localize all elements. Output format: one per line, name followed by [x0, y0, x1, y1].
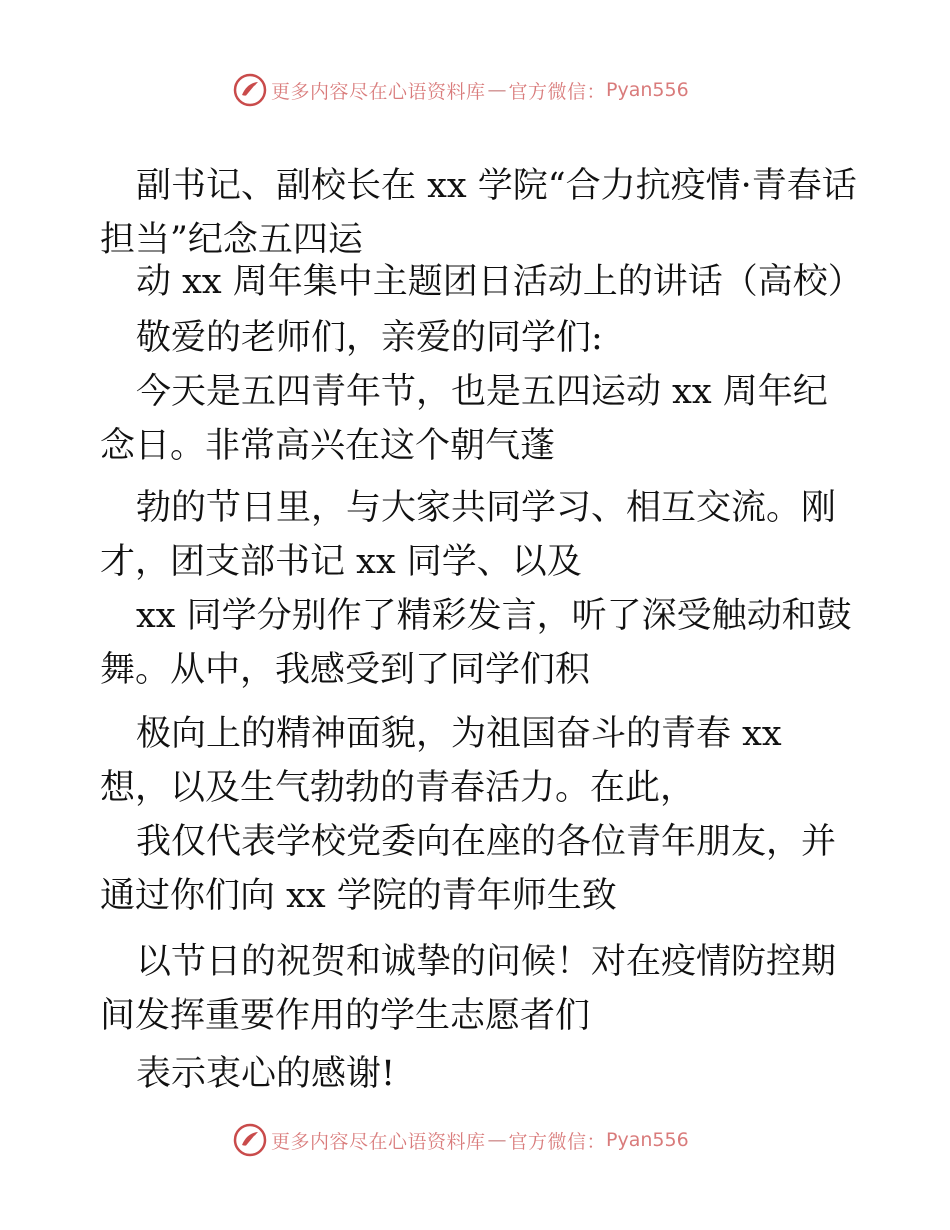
- watermark-wechat-label: 官方微信：: [508, 80, 607, 103]
- watermark-wechat-id: Pyan556: [606, 1129, 689, 1151]
- footer-watermark: [233, 1122, 689, 1158]
- paragraph-10: 表示衷心的感谢!: [136, 1054, 396, 1094]
- logo-icon: [233, 73, 267, 107]
- header-watermark: [233, 72, 689, 108]
- paragraph-2: 动 xx 周年集中主题团日活动上的讲话（高校）: [136, 262, 863, 302]
- watermark-wechat-label: 官方微信：: [508, 1130, 607, 1153]
- paragraph-3: 敬爱的老师们，亲爱的同学们:: [136, 318, 603, 358]
- watermark-text: 更多内容尽在心语资料库: [271, 80, 486, 103]
- watermark-text: 更多内容尽在心语资料库: [271, 1130, 486, 1153]
- paragraph-4: 今天是五四青年节，也是五四运动 xx 周年纪念日。非常高兴在这个朝气蓬: [100, 372, 828, 466]
- watermark-dash: —: [487, 79, 507, 101]
- watermark-dash: —: [487, 1129, 507, 1151]
- paragraph-7: 极向上的精神面貌，为祖国奋斗的青春 xx 想，以及生气勃勃的青春活力。在此，: [100, 714, 793, 808]
- watermark-wechat-id: Pyan556: [606, 79, 689, 101]
- paragraph-5: 勃的节日里，与大家共同学习、相互交流。刚才，团支部书记 xx 同学、以及: [100, 488, 837, 582]
- paragraph-1: 副书记、副校长在 xx 学院“合力抗疫情·青春话担当”纪念五四运: [100, 166, 857, 260]
- paragraph-9: 以节日的祝贺和诚挚的问候！对在疫情防控期间发挥重要作用的学生志愿者们: [100, 942, 837, 1036]
- logo-icon: [233, 1123, 267, 1157]
- paragraph-6: xx 同学分别作了精彩发言，听了深受触动和鼓舞。从中，我感受到了同学们积: [100, 596, 852, 690]
- paragraph-8: 我仅代表学校党委向在座的各位青年朋友，并通过你们向 xx 学院的青年师生致: [100, 822, 837, 916]
